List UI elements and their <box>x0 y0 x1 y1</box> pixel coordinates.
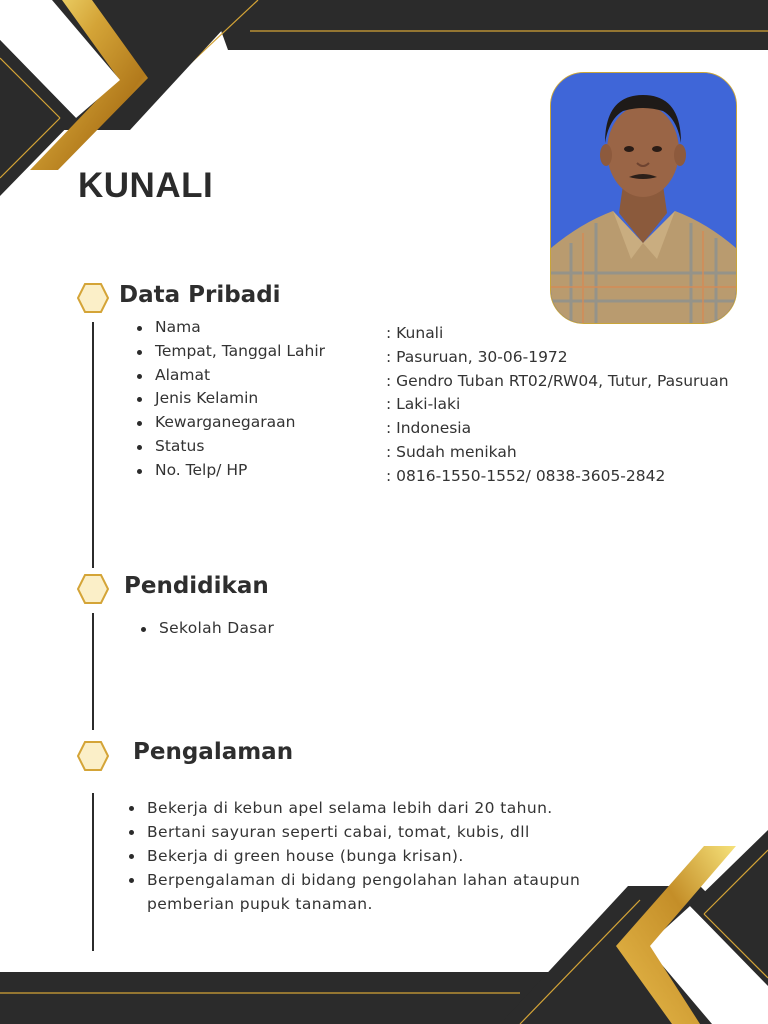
label-status: Status <box>137 435 325 459</box>
value-alamat: : Gendro Tuban RT02/RW04, Tutur, Pasuruan <box>386 371 729 390</box>
experience-item: Bekerja di kebun apel selama lebih dari 20 tahun. <box>129 796 599 820</box>
value-ttl: : Pasuruan, 30-06-1972 <box>386 347 568 366</box>
label-alamat: Alamat <box>137 364 325 388</box>
education-item: Sekolah Dasar <box>141 617 274 641</box>
experience-item: Bertani sayuran seperti cabai, tomat, kubis, dll <box>129 820 599 844</box>
hexagon-bullet-icon <box>77 283 109 313</box>
personal-labels <box>137 316 325 483</box>
education-list <box>141 617 274 641</box>
value-status: : Sudah menikah <box>386 442 517 461</box>
value-jenis-kelamin: : Laki-laki <box>386 395 461 414</box>
value-telp: : 0816-1550-1552/ 0838-3605-2842 <box>386 466 666 485</box>
section-title-experience: Pengalaman <box>133 739 294 765</box>
face <box>607 105 679 197</box>
section-title-personal: Data Pribadi <box>119 282 281 308</box>
bottom-band <box>0 972 560 1024</box>
profile-photo <box>550 72 737 324</box>
hexagon-bullet-icon <box>77 574 109 604</box>
timeline-line <box>92 793 94 951</box>
label-jenis-kelamin: Jenis Kelamin <box>137 387 325 411</box>
value-kewarganegaraan: : Indonesia <box>386 419 472 438</box>
applicant-name: KUNALI <box>78 166 214 205</box>
timeline-line <box>92 613 94 730</box>
hexagon-bullet-icon <box>77 741 109 771</box>
timeline-line <box>92 322 94 568</box>
label-telp: No. Telp/ HP <box>137 459 325 483</box>
personal-values <box>386 322 729 489</box>
label-kewarganegaraan: Kewarganegaraan <box>137 411 325 435</box>
label-ttl: Tempat, Tanggal Lahir <box>137 340 325 364</box>
top-band <box>210 0 768 50</box>
experience-list <box>129 796 599 916</box>
label-nama: Nama <box>137 316 325 340</box>
section-title-education: Pendidikan <box>124 573 269 599</box>
experience-item: Bekerja di green house (bunga krisan). <box>129 844 599 868</box>
experience-item: Berpengalaman di bidang pengolahan lahan ataupun pemberian pupuk tanaman. <box>129 868 599 916</box>
value-nama: : Kunali <box>386 324 444 342</box>
